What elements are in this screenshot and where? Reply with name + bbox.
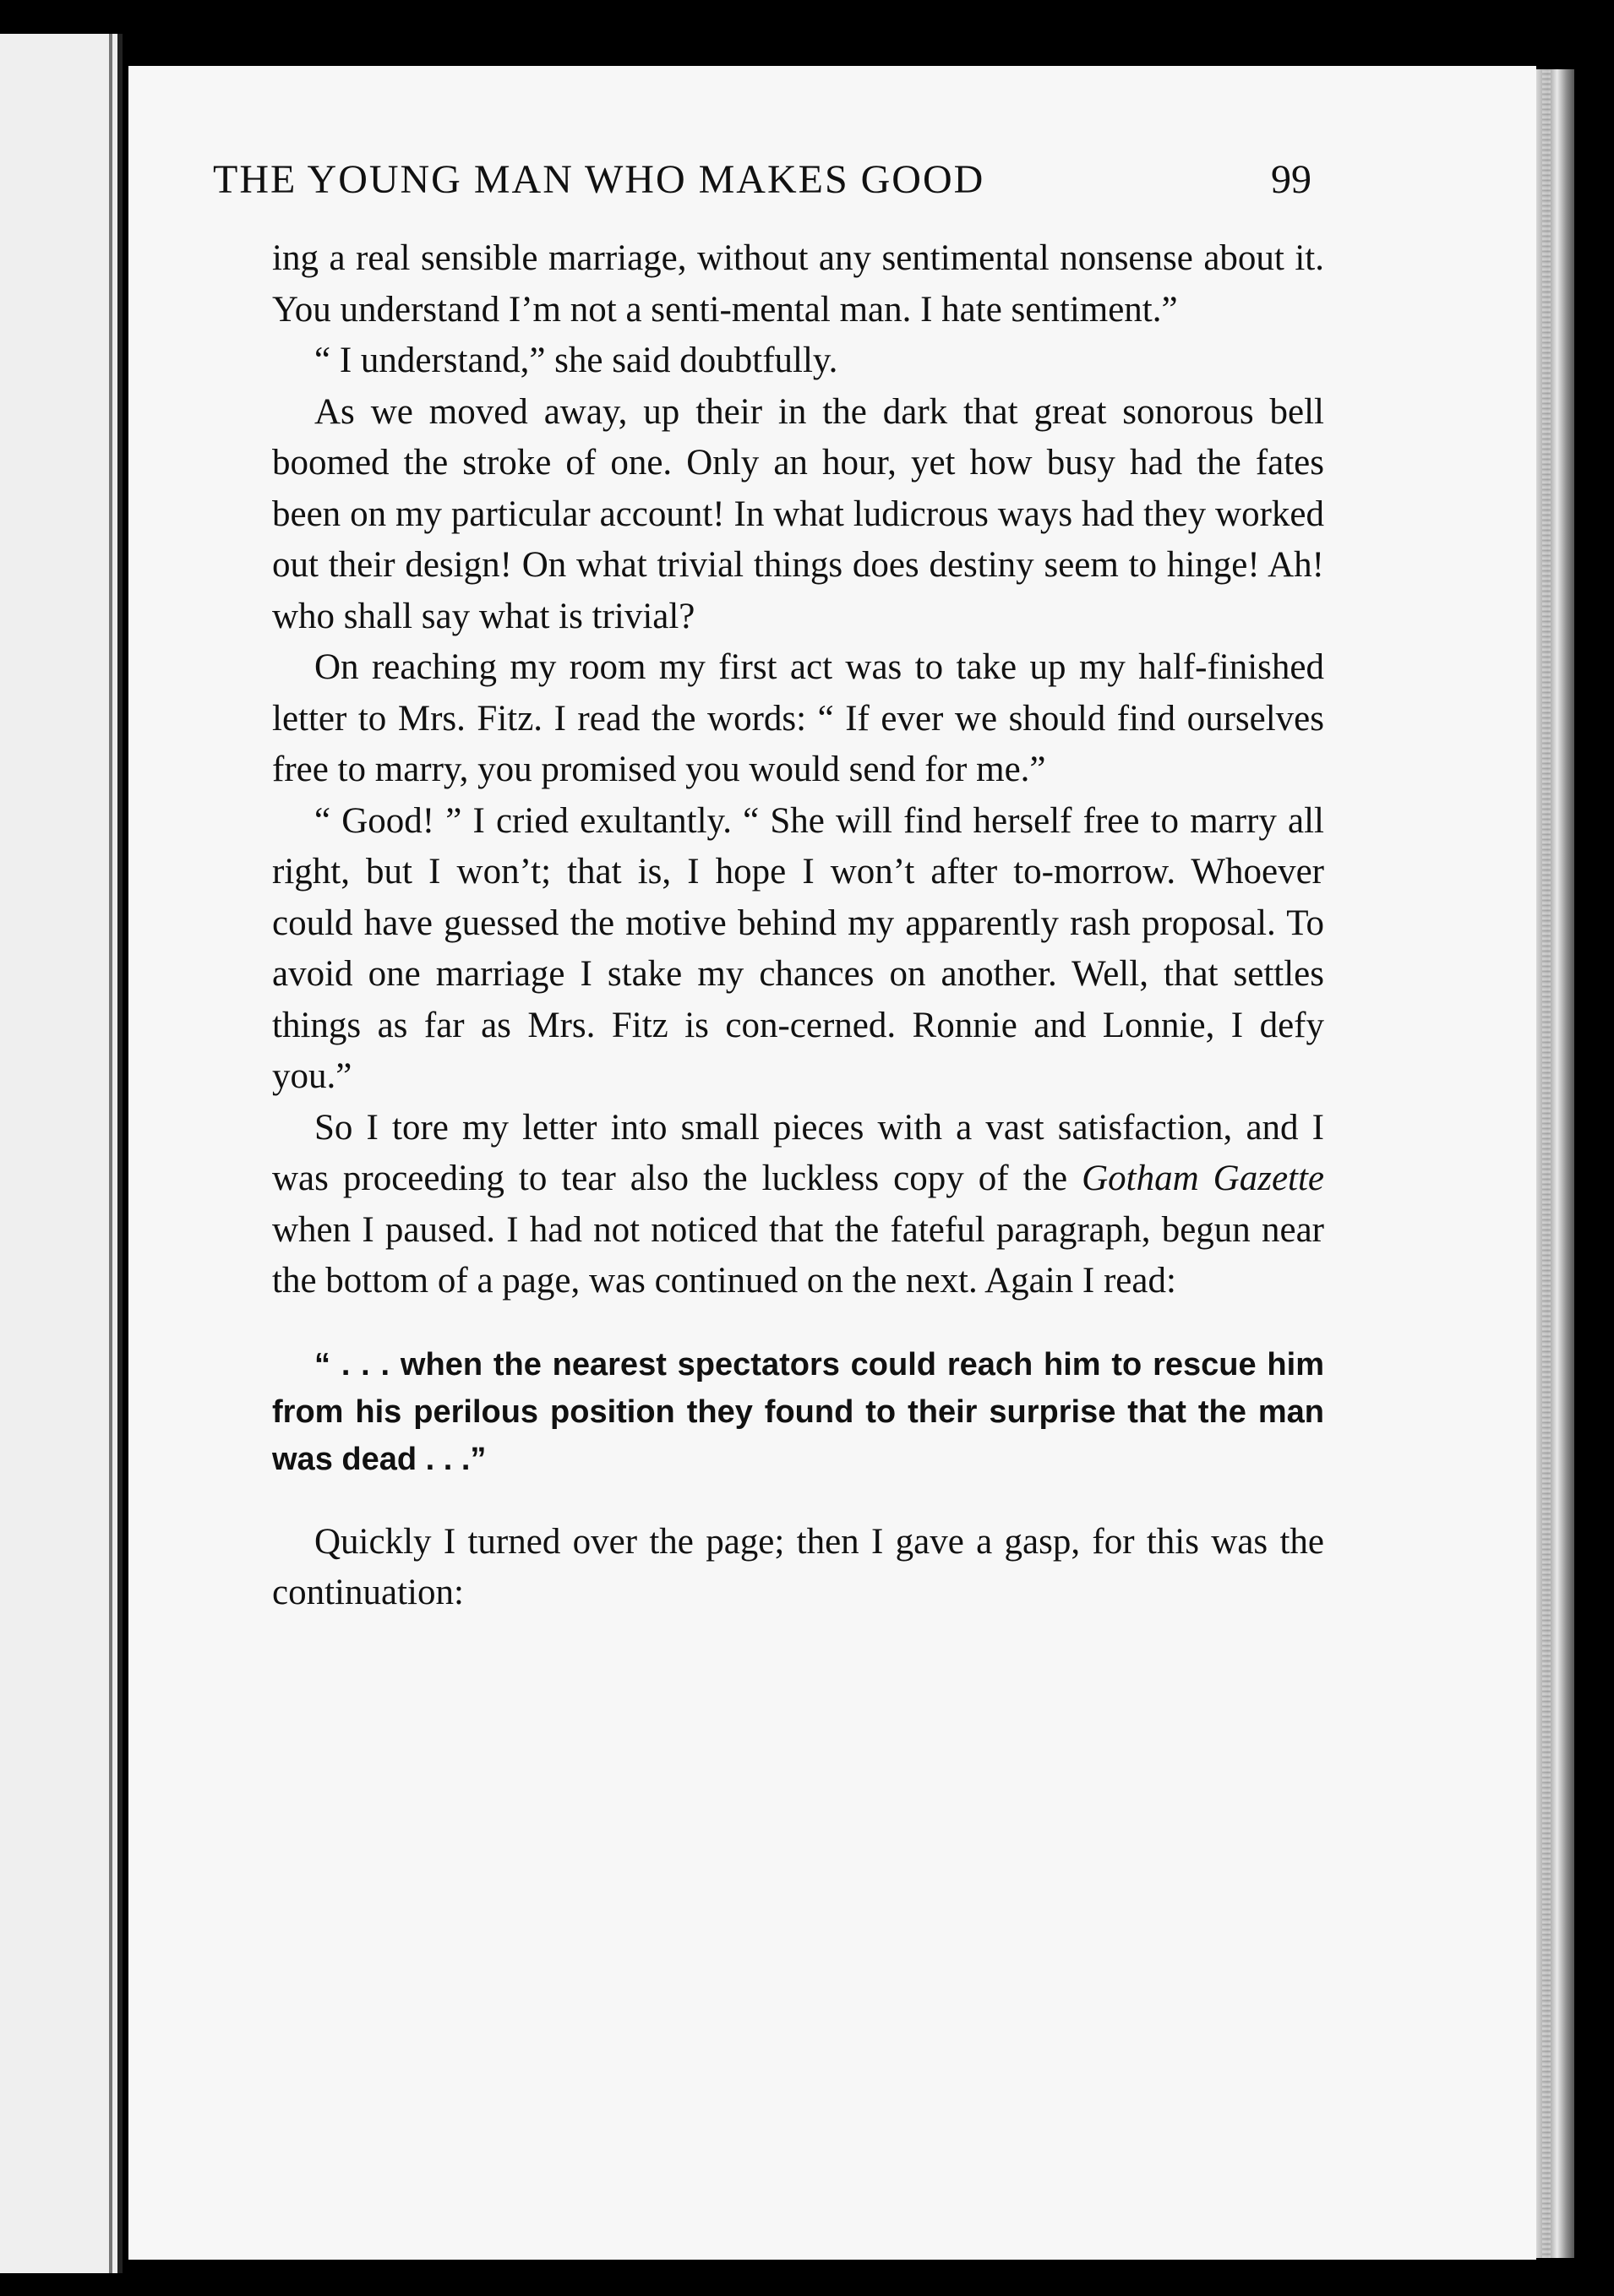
paragraph-4	[272, 642, 1324, 796]
closing-paragraph: Quickly I turned over the page; then I gave a gasp, for this was the continuation:	[272, 1521, 1324, 1612]
running-head	[213, 156, 1311, 203]
newspaper-title: Gotham Gazette	[1082, 1159, 1325, 1198]
paragraph-text: As we moved away, up their in the dark that great sonorous bell boomed the stroke of one. Only an hour, yet how busy had the fates been on my particular account! In what ludicrous ways had they worked out their design! On what trivial things does destiny seem to hinge! Ah! who shall say what is trivial?	[272, 391, 1324, 636]
paragraph-5	[272, 796, 1324, 1103]
newspaper-quote: “ . . . when the nearest spectators could reach him to rescue him from his perilous position they found to their surprise that the man was dead . . .”	[272, 1346, 1324, 1477]
paragraph-6	[272, 1103, 1324, 1307]
paragraph-3	[272, 387, 1324, 643]
paragraph-text: So I tore my letter into small pieces with a vast satisfaction, and I was proceeding to tear also the luckless copy of the	[272, 1107, 1324, 1198]
paragraph-2	[272, 335, 1324, 387]
page-number: 99	[1271, 157, 1311, 202]
paragraph-text: ing a real sensible marriage, without any sentimental nonsense about it. You understand I’m not a senti-mental man. I hate sentiment.”	[272, 238, 1324, 330]
running-head-title: THE YOUNG MAN WHO MAKES GOOD	[213, 157, 985, 202]
paragraph-text: “ I understand,” she said doubtfully.	[314, 341, 838, 380]
paragraph-1	[272, 233, 1324, 335]
text-block	[145, 156, 1325, 1619]
paragraph-text: “ Good! ” I cried exultantly. “ She will find herself free to marry all right, but I won’t; that is, I hope I won’t after to-morrow. Whoever could have guessed the motive behind my apparently rash proposal. To avoid one marriage I stake my chances on another. Well, that settles things as far as Mrs. Fitz is con-cerned. Ronnie and Lonnie, I defy you.”	[272, 800, 1324, 1096]
paragraph-text: when I paused. I had not noticed that the fateful paragraph, begun near the bottom of a page, was continued on the next. Again I read:	[272, 1209, 1324, 1301]
left-page-edge	[0, 34, 123, 2273]
paragraph-text: On reaching my room my first act was to take up my half-finished letter to Mrs. Fitz. I read the words: “ If ever we should find ourselves free to marry, you promised you would send for me.”	[272, 647, 1324, 789]
page-stack-edge	[1542, 69, 1551, 2258]
